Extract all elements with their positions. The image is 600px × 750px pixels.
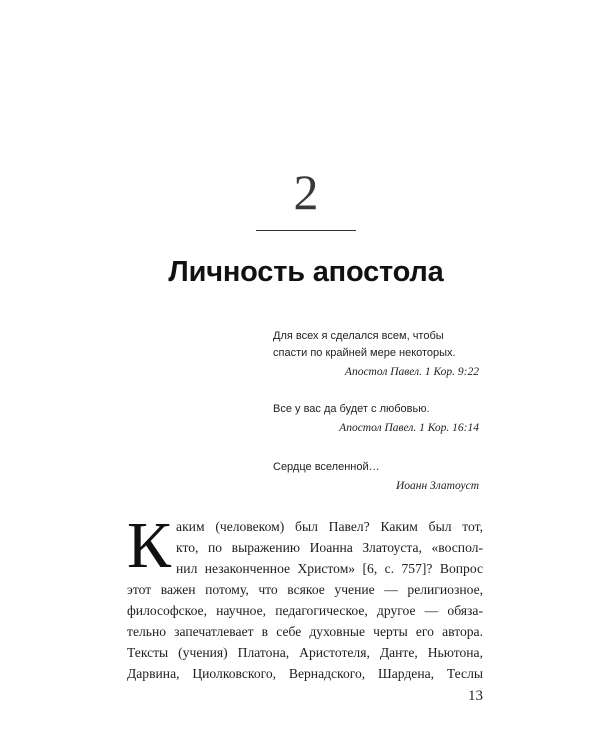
body-line: тельно запечатлевает в себе духовные черты его автора.: [127, 624, 483, 639]
epigraph-quote-line: Все у вас да будет с любовью.: [273, 403, 430, 415]
body-line: Тексты (учения) Платона, Аристотеля, Данте, Ньютона,: [127, 645, 483, 660]
epigraph-source: Иоанн Златоуст: [395, 480, 479, 492]
body-line: аким (человеком) был Павел? Каким был тот,: [176, 519, 483, 534]
body-line: Дарвина, Циолковского, Вернадского, Шардена, Теслы: [127, 666, 483, 681]
epigraph-source: Апостол Павел. 1 Кор. 16:14: [339, 422, 479, 434]
epigraph-source: Апостол Павел. 1 Кор. 9:22: [344, 366, 479, 378]
drop-cap: К: [127, 509, 172, 582]
epigraph: [273, 459, 479, 495]
page-number: 13: [468, 688, 483, 704]
body-line: кто, по выражению Иоанна Златоуста, «воспол-: [176, 540, 483, 555]
epigraph-quote-line: Сердце вселенной…: [273, 461, 380, 473]
chapter-rule: [256, 230, 356, 231]
body-line: этот важен потому, что всякое учение — религиозное,: [127, 582, 483, 597]
chapter-number: 2: [293, 164, 319, 220]
body-line: нил незаконченное Христом» [6, с. 757]? Вопрос: [176, 561, 483, 576]
epigraph: [273, 401, 479, 437]
body-paragraph: [127, 509, 483, 684]
chapter-title: Личность апостола: [168, 256, 444, 288]
epigraph-quote-line: Для всех я сделался всем, чтобы: [273, 330, 444, 342]
epigraph-quote-line: спасти по крайней мере некоторых.: [273, 347, 456, 359]
body-line: философское, научное, педагогическое, другое — обяза-: [127, 603, 483, 618]
epigraph: [273, 328, 479, 381]
